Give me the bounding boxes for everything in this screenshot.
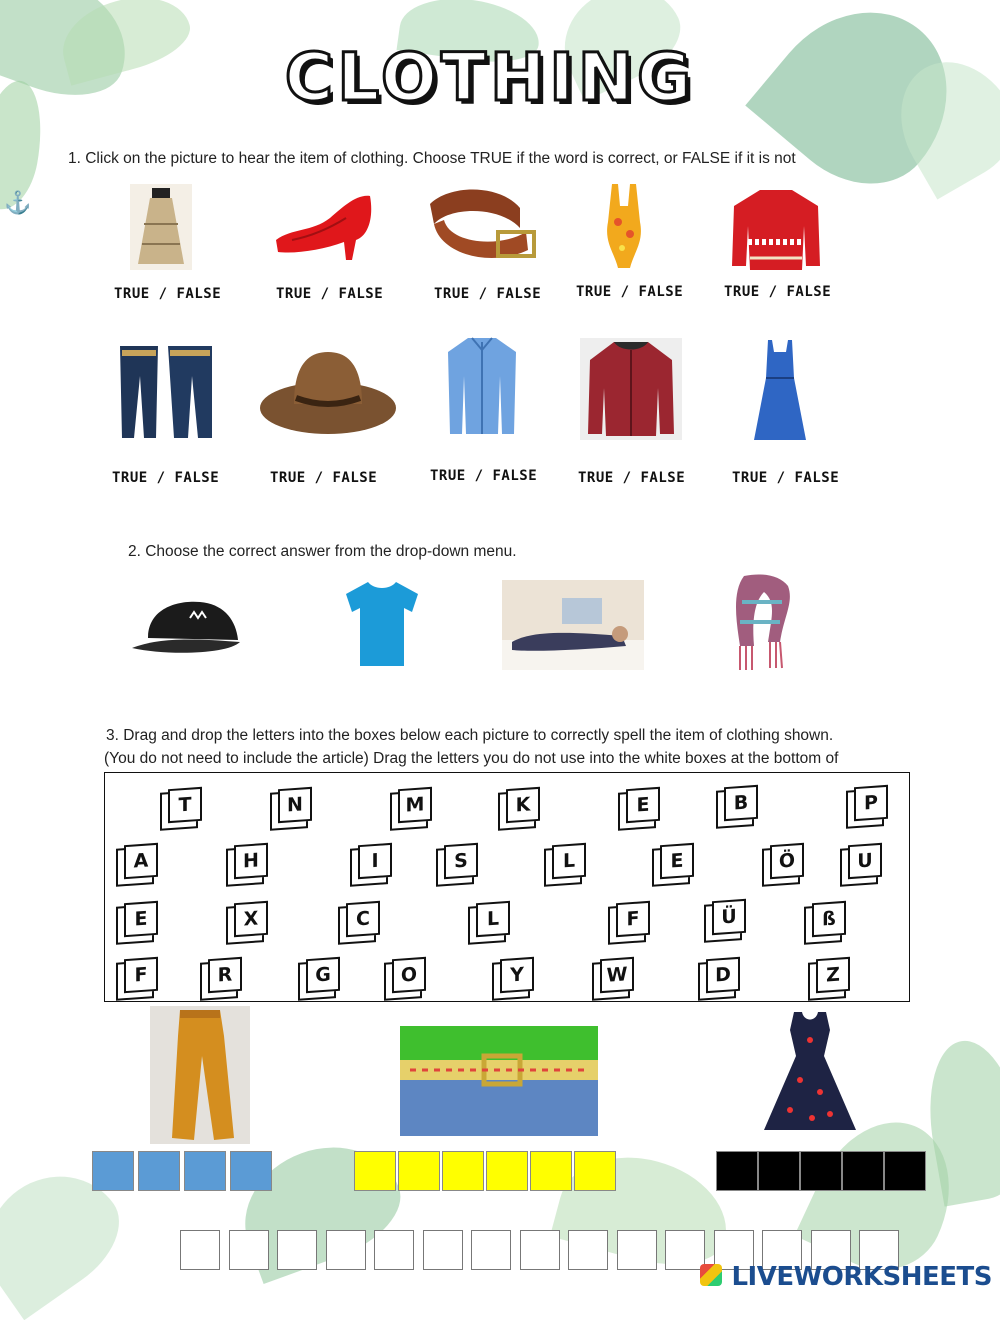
cap-icon[interactable] — [128, 598, 246, 658]
leftover-drop-box[interactable] — [277, 1230, 317, 1270]
letter-tile[interactable]: P — [854, 785, 888, 821]
answer-box[interactable] — [138, 1151, 180, 1191]
answer-box[interactable] — [184, 1151, 226, 1191]
letter-tile[interactable]: E — [660, 843, 694, 879]
true-false-option[interactable]: TRUE / FALSE — [434, 286, 542, 302]
letter-tile[interactable]: Z — [816, 957, 850, 993]
letter-tile[interactable]: Ö — [770, 843, 804, 879]
letter-tile[interactable]: Y — [500, 957, 534, 993]
letter-tile[interactable]: F — [616, 901, 650, 937]
liveworksheets-brand: LIVEWORKSHEETS — [731, 1262, 992, 1292]
liveworksheets-logo — [700, 1264, 722, 1286]
answer-box[interactable] — [530, 1151, 572, 1191]
t-shirt-icon[interactable] — [344, 580, 420, 668]
leftover-drop-box[interactable] — [471, 1230, 511, 1270]
scarf-icon[interactable] — [724, 572, 802, 674]
anchor-icon: ⚓ — [4, 190, 32, 215]
section3-instruction-line1: 3. Drag and drop the letters into the boxes below each picture to correctly spell the item of clothing shown. — [106, 727, 834, 744]
shirt-icon[interactable] — [444, 336, 520, 436]
leftover-drop-box[interactable] — [229, 1230, 269, 1270]
letter-tile[interactable]: U — [848, 843, 882, 879]
skirt-icon[interactable] — [130, 184, 192, 270]
letter-tile[interactable]: Ü — [712, 899, 746, 935]
true-false-option[interactable]: TRUE / FALSE — [724, 284, 832, 300]
high-heel-shoe-icon[interactable] — [272, 188, 376, 260]
letter-tile[interactable]: L — [552, 843, 586, 879]
letter-tile[interactable]: M — [398, 787, 432, 823]
dress-icon[interactable] — [752, 338, 808, 444]
letter-tile[interactable]: C — [346, 901, 380, 937]
section2-instruction: 2. Choose the correct answer from the drop-down menu. — [128, 543, 517, 560]
swimsuit-icon[interactable] — [600, 182, 648, 272]
answer-box[interactable] — [442, 1151, 484, 1191]
answer-box[interactable] — [884, 1151, 926, 1191]
section3-instruction-line2: (You do not need to include the article) Drag the letters you do not use into the white boxes at the bottom of — [104, 750, 839, 767]
letter-tile[interactable]: F — [124, 957, 158, 993]
dress-icon — [760, 1010, 860, 1134]
leftover-drop-box[interactable] — [617, 1230, 657, 1270]
answer-box[interactable] — [354, 1151, 396, 1191]
true-false-option[interactable]: TRUE / FALSE — [276, 286, 384, 302]
true-false-option[interactable]: TRUE / FALSE — [112, 470, 220, 486]
answer-box[interactable] — [92, 1151, 134, 1191]
true-false-option[interactable]: TRUE / FALSE — [576, 284, 684, 300]
answer-box[interactable] — [842, 1151, 884, 1191]
jacket-icon[interactable] — [580, 338, 682, 440]
letter-tile[interactable]: D — [706, 957, 740, 993]
letter-tile[interactable]: ß — [812, 901, 846, 937]
letter-tile[interactable]: T — [168, 787, 202, 823]
letter-tile[interactable]: X — [234, 901, 268, 937]
letter-tile[interactable]: I — [358, 843, 392, 879]
answer-box[interactable] — [398, 1151, 440, 1191]
letter-tile[interactable]: N — [278, 787, 312, 823]
letter-tile[interactable]: W — [600, 957, 634, 993]
letter-tile[interactable]: B — [724, 785, 758, 821]
answer-box[interactable] — [800, 1151, 842, 1191]
hat-icon[interactable] — [258, 348, 398, 438]
answer-box[interactable] — [716, 1151, 758, 1191]
leftover-drop-box[interactable] — [520, 1230, 560, 1270]
letter-tile[interactable]: R — [208, 957, 242, 993]
answer-box[interactable] — [574, 1151, 616, 1191]
answer-box[interactable] — [758, 1151, 800, 1191]
jeans-icon[interactable] — [116, 342, 216, 442]
true-false-option[interactable]: TRUE / FALSE — [270, 470, 378, 486]
letter-tile[interactable]: E — [626, 787, 660, 823]
belt-icon[interactable] — [420, 184, 540, 272]
letter-tile[interactable]: G — [306, 957, 340, 993]
pajamas-icon[interactable] — [502, 580, 644, 670]
leftover-drop-box[interactable] — [568, 1230, 608, 1270]
leftover-drop-box[interactable] — [423, 1230, 463, 1270]
true-false-option[interactable]: TRUE / FALSE — [732, 470, 840, 486]
answer-box[interactable] — [486, 1151, 528, 1191]
page-title: CLOTHING — [284, 39, 696, 116]
true-false-option[interactable]: TRUE / FALSE — [114, 286, 222, 302]
letter-tile[interactable]: A — [124, 843, 158, 879]
letter-tile[interactable]: L — [476, 901, 510, 937]
letter-tile[interactable]: O — [392, 957, 426, 993]
letter-tile[interactable]: E — [124, 901, 158, 937]
answer-box[interactable] — [230, 1151, 272, 1191]
letter-tile[interactable]: S — [444, 843, 478, 879]
true-false-option[interactable]: TRUE / FALSE — [430, 468, 538, 484]
letter-tile[interactable]: K — [506, 787, 540, 823]
true-false-option[interactable]: TRUE / FALSE — [578, 470, 686, 486]
letter-tile[interactable]: H — [234, 843, 268, 879]
trousers-icon — [150, 1006, 250, 1144]
belt-icon — [400, 1026, 598, 1136]
leftover-drop-box[interactable] — [374, 1230, 414, 1270]
leftover-drop-box[interactable] — [180, 1230, 220, 1270]
leftover-drop-box[interactable] — [665, 1230, 705, 1270]
leftover-drop-box[interactable] — [326, 1230, 366, 1270]
sweater-icon[interactable] — [730, 186, 822, 272]
section1-instruction: 1. Click on the picture to hear the item of clothing. Choose TRUE if the word is correct, or FALSE if it is not — [68, 150, 796, 167]
